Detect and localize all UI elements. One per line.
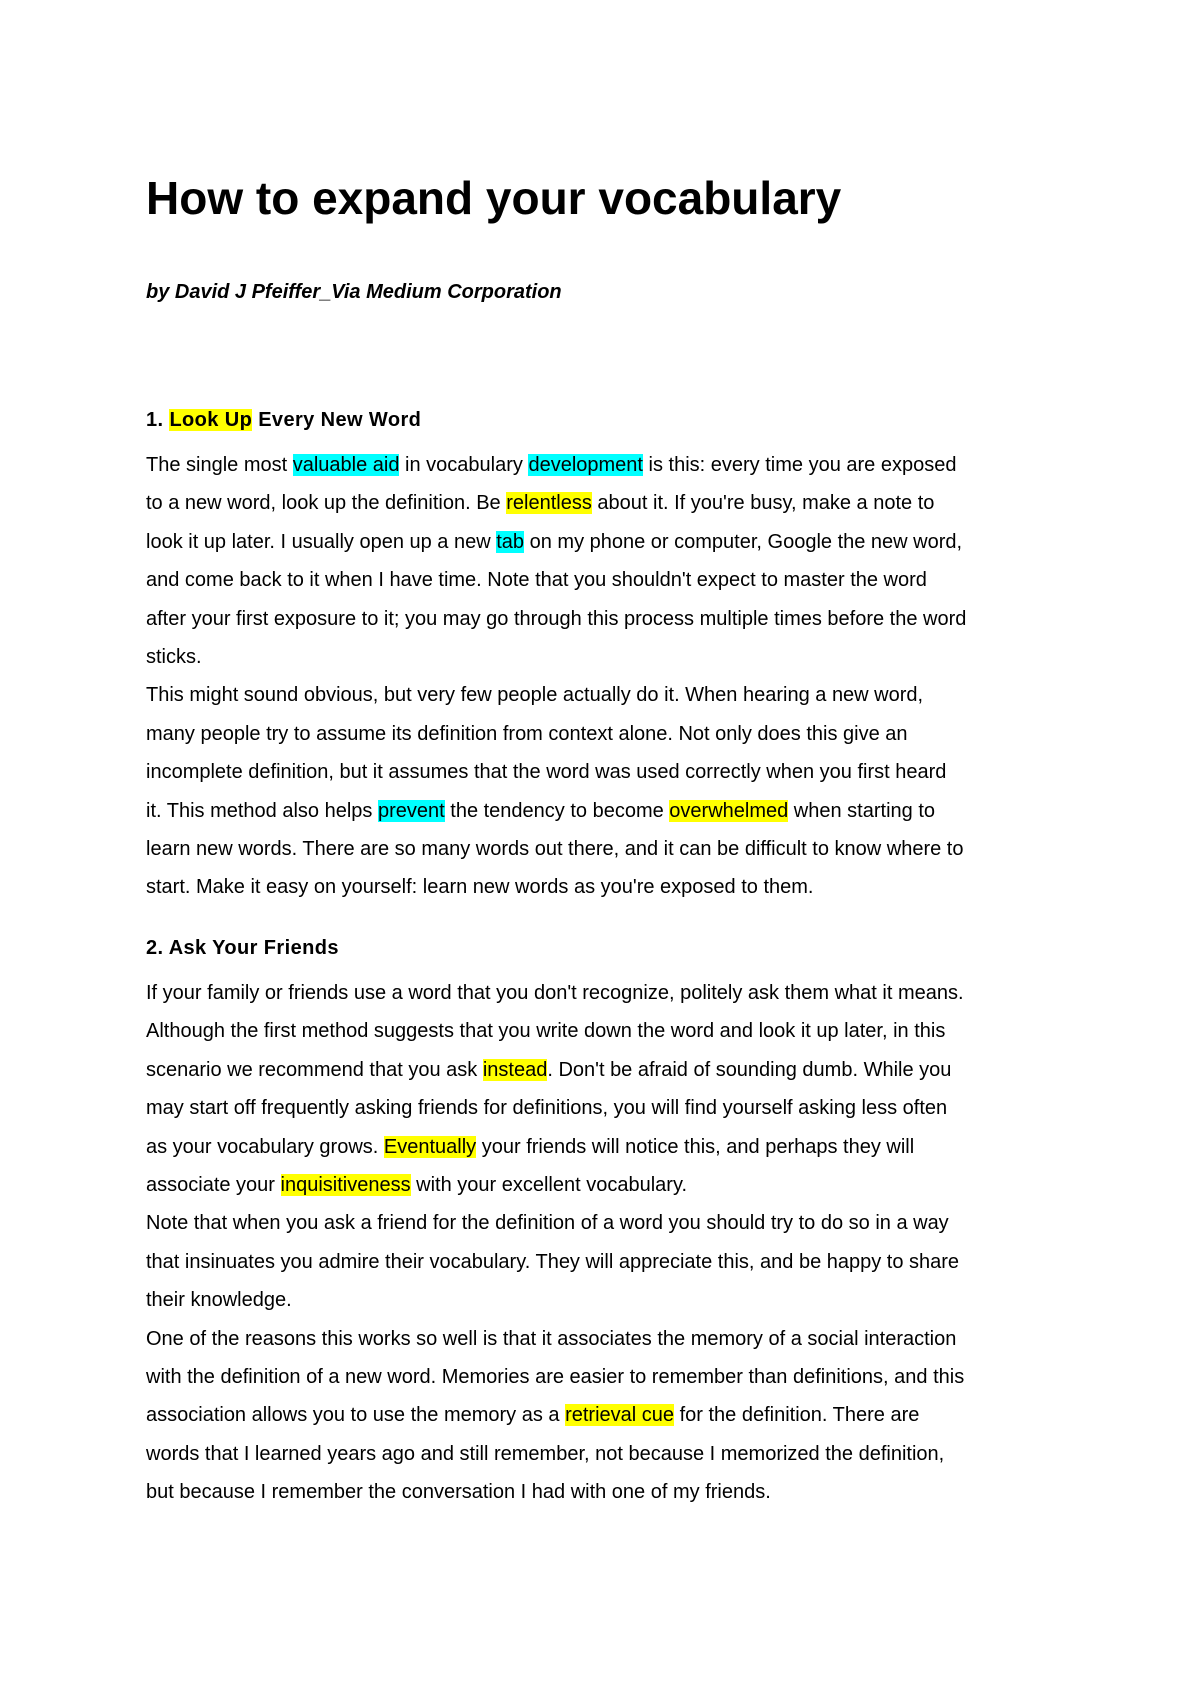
- highlight-eventually: Eventually: [383, 1135, 477, 1158]
- text-run: association allows you to use the memory as a: [146, 1404, 566, 1427]
- text-line: words that I learned years ago and still remember, not because I memorized the definition,: [146, 1442, 945, 1465]
- text-line: with the definition of a new word. Memories are easier to remember than definitions, and this: [146, 1366, 965, 1389]
- paragraph-look-up-2: [146, 676, 1076, 906]
- paragraph-ask-friends-3: [146, 1320, 1076, 1512]
- text-line: sticks.: [146, 646, 202, 669]
- text-line: This might sound obvious, but very few people actually do it. When hearing a new word,: [146, 684, 924, 707]
- highlight-look-up: Look Up: [169, 409, 253, 431]
- text-run: it. This method also helps: [146, 799, 378, 822]
- text-run: scenario we recommend that you ask: [146, 1058, 483, 1081]
- text-run: on my phone or computer, Google the new word,: [524, 530, 963, 553]
- highlight-retrieval-cue: retrieval cue: [565, 1404, 675, 1427]
- highlight-relentless: relentless: [506, 492, 592, 515]
- section-heading-ask-friends: 2. Ask Your Friends: [146, 937, 339, 959]
- text-line: incomplete definition, but it assumes that the word was used correctly when you first heard: [146, 761, 947, 784]
- text-line: start. Make it easy on yourself: learn new words as you're exposed to them.: [146, 876, 814, 899]
- text-line: Note that when you ask a friend for the definition of a word you should try to do so in a way: [146, 1212, 949, 1235]
- text-line: many people try to assume its definition from context alone. Not only does this give an: [146, 722, 908, 745]
- section-heading-look-up: [146, 406, 1076, 434]
- text-line: that insinuates you admire their vocabulary. They will appreciate this, and be happy to share: [146, 1250, 960, 1273]
- text-line: [146, 792, 1076, 830]
- text-line: learn new words. There are so many words out there, and it can be difficult to know where to: [146, 838, 964, 861]
- highlight-overwhelmed: overwhelmed: [669, 799, 789, 822]
- text-line: their knowledge.: [146, 1289, 292, 1312]
- section-look-up: [146, 406, 1076, 907]
- text-line: [146, 446, 1076, 484]
- text-line: and come back to it when I have time. Note that you shouldn't expect to master the word: [146, 569, 927, 592]
- text-line: [146, 523, 1076, 561]
- text-run: The single most: [146, 454, 293, 476]
- text-run: to a new word, look up the definition. Be: [146, 492, 507, 515]
- highlight-inquisitiveness: inquisitiveness: [280, 1174, 411, 1197]
- highlight-prevent: prevent: [377, 799, 445, 822]
- text-line: [146, 1128, 1076, 1166]
- text-line: but because I remember the conversation I had with one of my friends.: [146, 1481, 771, 1504]
- text-run: your friends will notice this, and perhaps they will: [476, 1135, 915, 1158]
- heading-text: Every New Word: [252, 409, 422, 431]
- byline: by David J Pfeiffer_Via Medium Corporation: [146, 281, 562, 303]
- text-run: . Don't be afraid of sounding dumb. While you: [547, 1058, 952, 1081]
- highlight-valuable-aid: valuable aid: [292, 454, 400, 476]
- text-line: after your first exposure to it; you may go through this process multiple times before the word: [146, 607, 967, 630]
- text-line: [146, 1166, 1076, 1204]
- text-run: is this: every time you are exposed: [642, 454, 957, 476]
- paragraph-ask-friends-1: [146, 974, 1076, 1204]
- text-line: may start off frequently asking friends for definitions, you will find yourself asking less often: [146, 1097, 948, 1120]
- text-line: One of the reasons this works so well is that it associates the memory of a social interaction: [146, 1327, 957, 1350]
- text-run: as your vocabulary grows.: [146, 1135, 384, 1158]
- section-ask-friends: [146, 934, 1076, 1512]
- text-run: about it. If you're busy, make a note to: [591, 492, 935, 515]
- text-run: with your excellent vocabulary.: [410, 1174, 688, 1197]
- paragraph-look-up-1: [146, 446, 1076, 676]
- highlight-tab: tab: [496, 530, 525, 553]
- heading-number: 1.: [146, 409, 170, 431]
- highlight-development: development: [528, 454, 643, 476]
- text-run: for the definition. There are: [674, 1404, 920, 1427]
- text-line: [146, 484, 1076, 522]
- text-line: Although the first method suggests that you write down the word and look it up later, in this: [146, 1020, 946, 1043]
- text-line: If your family or friends use a word that you don't recognize, politely ask them what it means.: [146, 982, 964, 1004]
- text-run: the tendency to become: [444, 799, 670, 822]
- paragraph-ask-friends-2: [146, 1204, 1076, 1319]
- text-run: look it up later. I usually open up a new: [146, 530, 497, 553]
- text-run: in vocabulary: [399, 454, 529, 476]
- document-title: How to expand your vocabulary: [146, 172, 842, 224]
- highlight-instead: instead: [482, 1058, 548, 1081]
- text-run: associate your: [146, 1174, 281, 1197]
- text-line: [146, 1051, 1076, 1089]
- text-line: [146, 1396, 1076, 1434]
- text-run: when starting to: [788, 799, 935, 822]
